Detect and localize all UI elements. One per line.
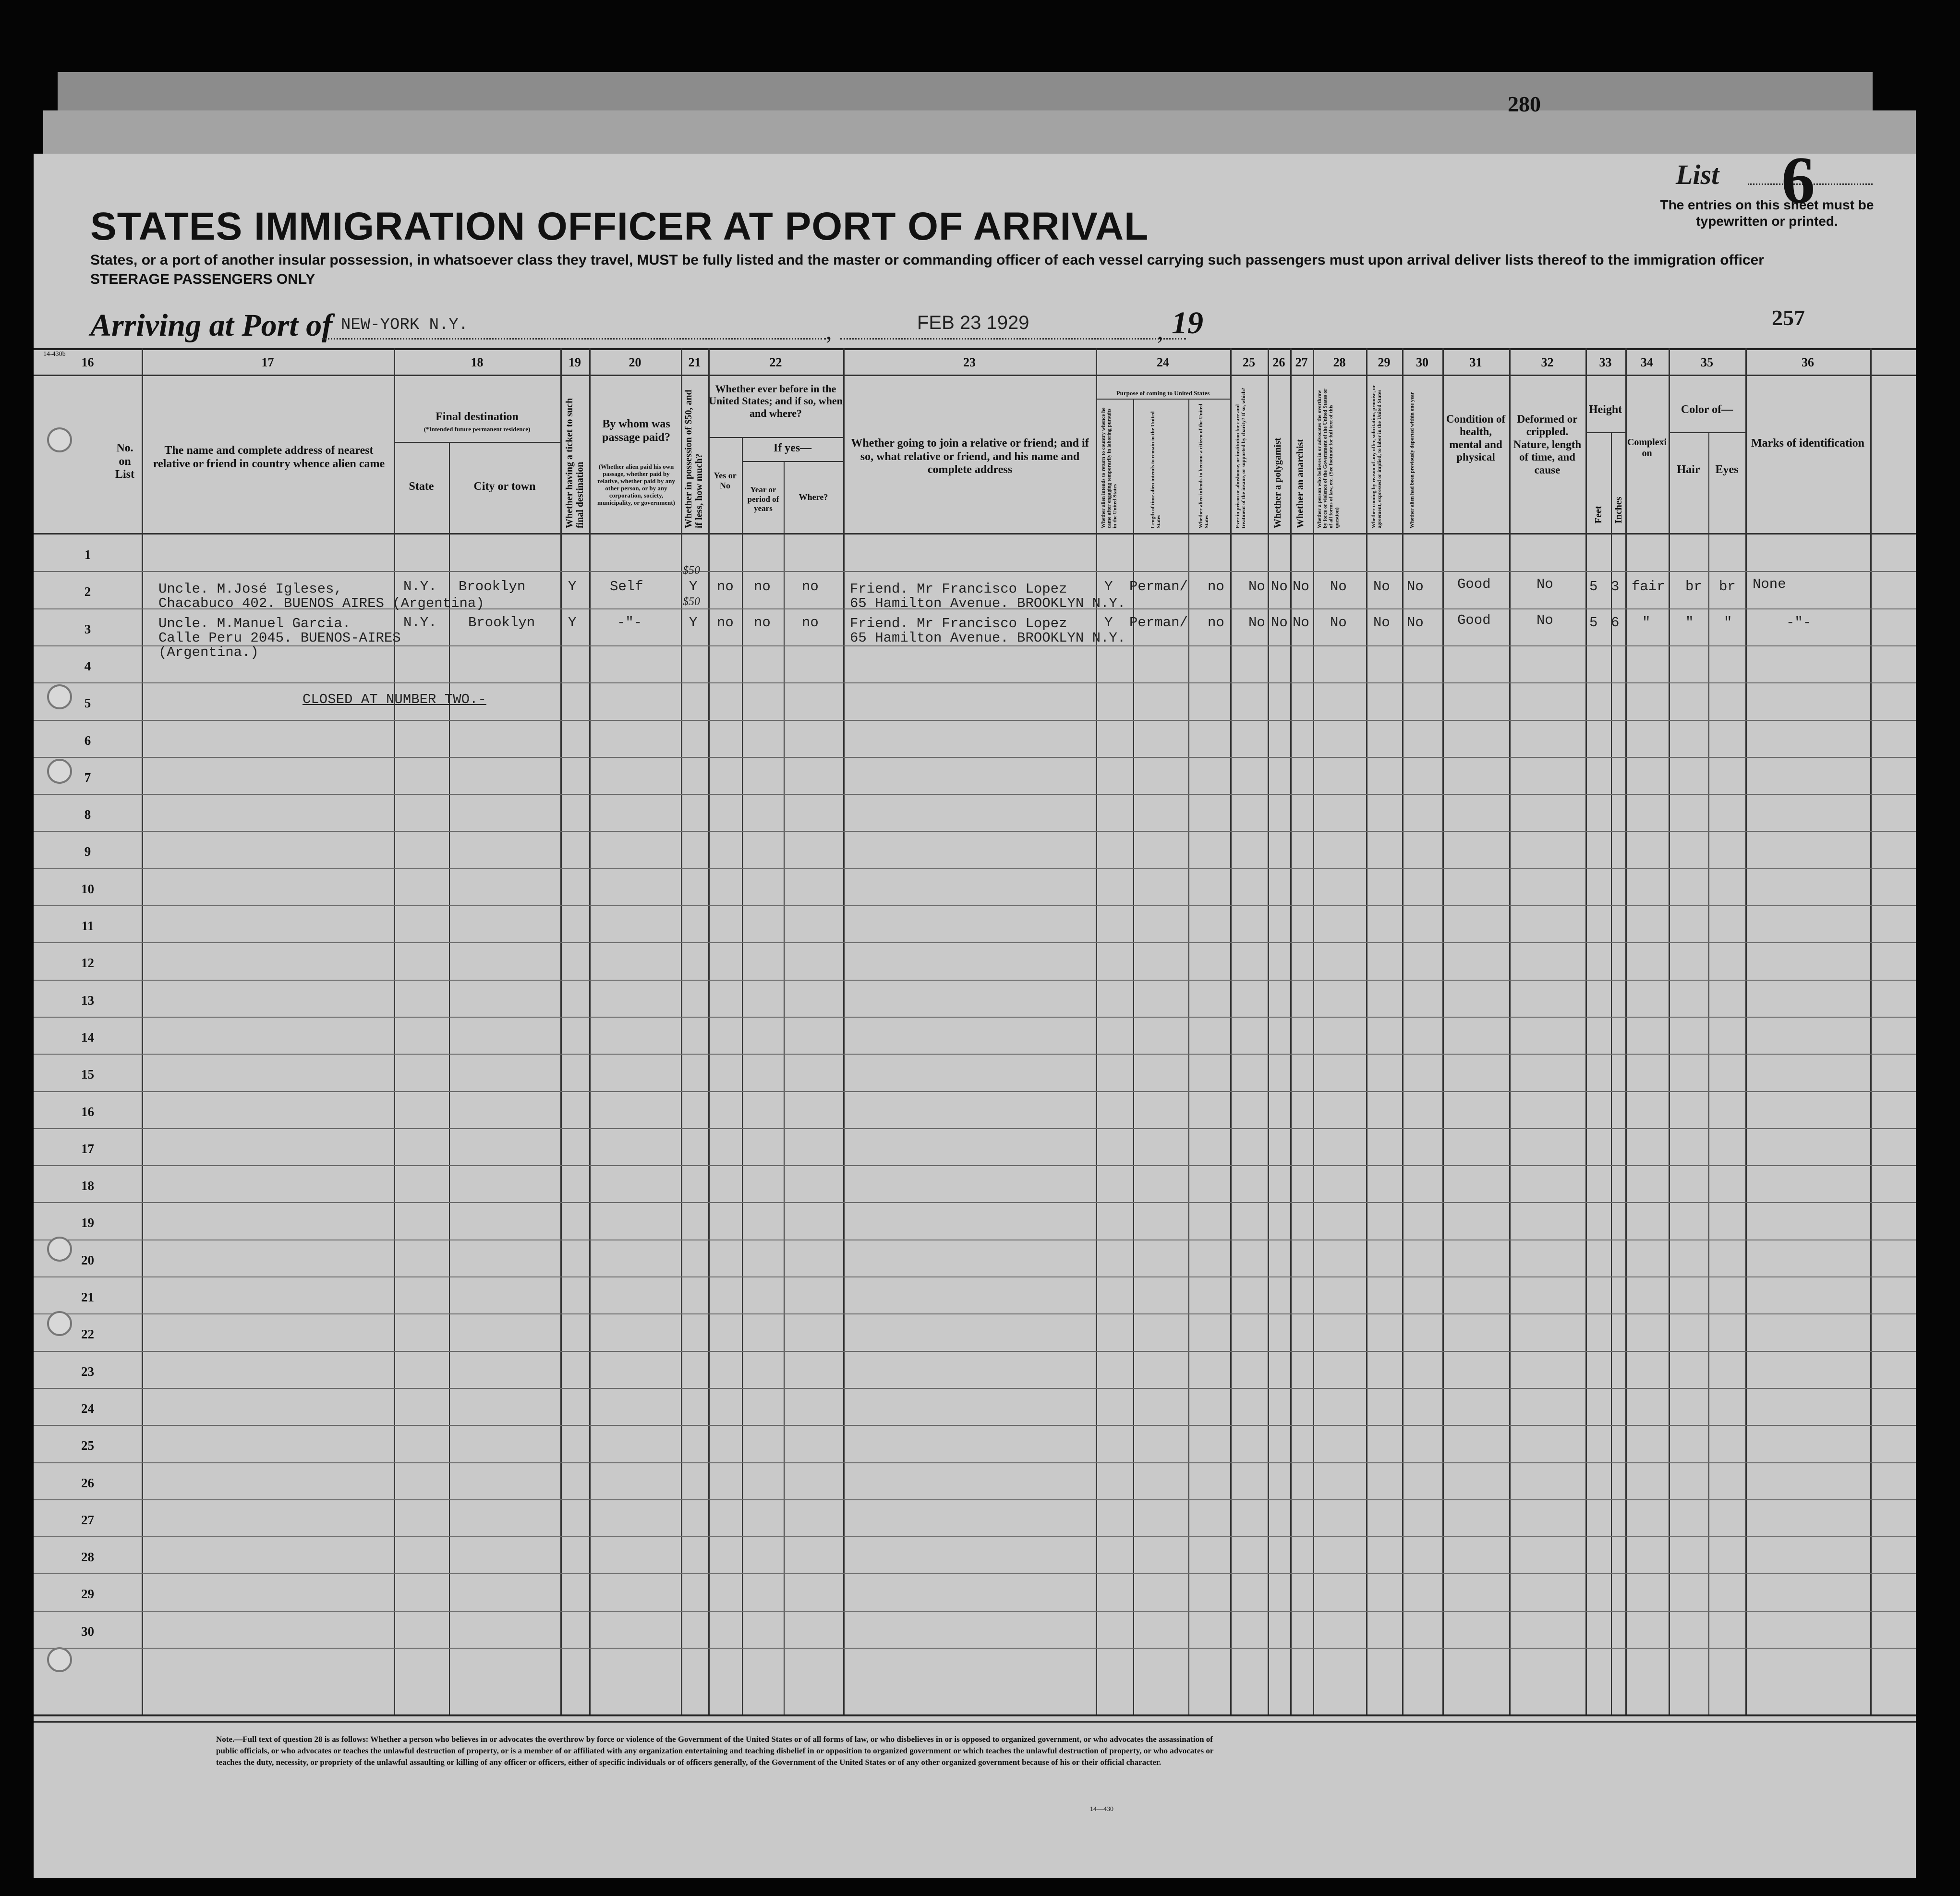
row-number: 15 (81, 1067, 94, 1082)
col-rule-35 (1745, 348, 1747, 1714)
row1-overthrow: No (1330, 579, 1347, 595)
col-rule-18a (449, 442, 450, 1714)
row-number: 25 (81, 1438, 94, 1453)
row1-eyes: br (1719, 579, 1736, 595)
col-rule-29 (1402, 348, 1403, 1714)
footnote-code: 14—430 (1090, 1806, 1113, 1813)
row-rule (34, 571, 1916, 572)
row2-paid-by: -"- (617, 615, 642, 631)
header-32: Deformed or crippled. Nature, length of time, and cause (1513, 413, 1582, 476)
instruction-text: States, or a port of another insular possession, in whatsoever class they travel, MUST be fully listed and the master or commanding officer of each vessel carrying such passengers must upon arrival deliver lists thereof to the immigration officer (90, 252, 1764, 268)
manifest-sheet (34, 143, 1916, 1878)
row2-inches: 6 (1611, 615, 1620, 631)
header-24a: Whether alien intends to return to country whence he came after engaging temporarily in laboring pursuits in the United States (1101, 407, 1118, 528)
row1-anarchist: No (1293, 579, 1309, 595)
colnum-19: 19 (569, 355, 581, 369)
header-19: Whether having a ticket to such final destination (564, 398, 585, 528)
row-rule (34, 868, 1916, 869)
row1-money-top: $50 (683, 564, 700, 577)
row2-offer: No (1373, 615, 1390, 631)
row-rule (34, 1128, 1916, 1129)
colnum-24: 24 (1157, 355, 1169, 369)
top-sheet-number: 280 (1508, 92, 1541, 116)
header-33: Height (1588, 403, 1622, 416)
row-rule (34, 1091, 1916, 1092)
header-22-where: Where? (799, 492, 828, 502)
form-code: 14-430b (43, 351, 66, 358)
header-23: Whether going to join a relative or friend; and if so, what relative or friend, and his name and complete address (851, 437, 1089, 476)
row-rule (34, 1351, 1916, 1352)
col-rule-23 (1096, 348, 1097, 1714)
colnum-17: 17 (261, 355, 274, 369)
header-18-sub: (*Intended future permanent residence) (423, 425, 531, 433)
row1-hair: br (1685, 579, 1702, 595)
header-20: By whom was passage paid? (602, 418, 671, 444)
row2-overthrow: No (1330, 615, 1347, 631)
list-number: 6 (1781, 143, 1815, 218)
colnum-30: 30 (1416, 355, 1428, 369)
row-rule (34, 1054, 1916, 1055)
row-number: 13 (81, 993, 94, 1008)
colnum-22: 22 (769, 355, 782, 369)
date-line (840, 338, 1186, 340)
colnum-18: 18 (471, 355, 484, 369)
row1-return: Y (1104, 579, 1113, 595)
row-rule (34, 682, 1916, 683)
row2-money: Y (689, 615, 698, 631)
row1-before: no (717, 579, 734, 595)
header-22: Whether ever before in the United States; and if so, when and where? (709, 383, 843, 419)
col-rule-19 (589, 348, 591, 1714)
col-rule-25 (1268, 348, 1269, 1714)
column-number-rule (34, 375, 1916, 376)
footnote: Note.—Full text of question 28 is as follows: Whether a person who believes in or advocates the overthrow by force or violence of the Government of the United States or of all forms of law, or who disbelieves in or is opposed to organized government, or who advocates the assassination of public officials, or who advocates or teaches the unlawful destruction of property, or is a member of or affiliated with any organization entertaining and teaching disbelief in or opposition to organized government or which teaches the unlawful destruction of property, or who advocates or teaches the duty, necessity, or propriety of the unlawful assaulting or killing of any officer or officers, either of specific individuals or of officers generally, of the Government of the United States or of any other organized government because of his or their official character. (216, 1735, 1214, 1767)
header-33-feet: Feet (1593, 506, 1604, 523)
rule-35-sub (1669, 432, 1745, 433)
row-rule (34, 1648, 1916, 1649)
col-rule-24 (1230, 348, 1232, 1714)
colnum-28: 28 (1333, 355, 1346, 369)
row2-state: N.Y. (403, 615, 437, 631)
row-number: 6 (84, 733, 91, 748)
row1-health: Good (1457, 576, 1491, 592)
comma-1: , (826, 317, 832, 344)
punch-hole (47, 759, 72, 784)
colnum-16: 16 (81, 355, 94, 369)
col-rule-36 (1870, 348, 1872, 1714)
col-rule-30 (1442, 348, 1444, 1714)
row-number: 18 (81, 1179, 94, 1193)
col-rule-22 (843, 348, 845, 1714)
colnum-20: 20 (629, 355, 641, 369)
header-16: No. on List (115, 442, 134, 481)
col-rule-21 (708, 348, 710, 1714)
row1-ticket: Y (568, 579, 577, 595)
header-27: Whether an anarchist (1295, 439, 1306, 528)
row-rule (34, 1165, 1916, 1166)
row-number: 10 (81, 881, 94, 896)
closed-note: CLOSED AT NUMBER TWO.- (302, 692, 486, 707)
row2-length: Perman/ (1129, 615, 1188, 631)
colnum-34: 34 (1641, 355, 1653, 369)
row-number: 22 (81, 1327, 94, 1342)
row2-relative-3: (Argentina.) (158, 644, 259, 660)
rule-22-sub2 (742, 461, 843, 462)
header-25: Ever in prison or almshouse, or institution for care and treatment of the insane, or supported by charity? If so, which? (1235, 388, 1247, 528)
row-number: 4 (84, 658, 91, 673)
row2-marks: -"- (1786, 615, 1812, 631)
row1-complexion: fair (1632, 579, 1665, 595)
row-number: 11 (81, 919, 94, 933)
row1-citizen: no (1208, 579, 1224, 595)
row-rule (34, 1499, 1916, 1500)
row2-relative-2: Calle Peru 2045. BUENOS-AIRES (158, 630, 401, 646)
row-rule (34, 720, 1916, 721)
colnum-23: 23 (963, 355, 976, 369)
col-rule-18 (560, 348, 562, 1714)
row-number: 30 (81, 1624, 94, 1639)
row-rule (34, 942, 1916, 943)
row2-city: Brooklyn (468, 615, 535, 631)
col-rule-35a (1708, 432, 1709, 1714)
colnum-35: 35 (1701, 355, 1713, 369)
col-rule-34 (1669, 348, 1670, 1714)
row-number: 3 (84, 621, 91, 636)
col-rule-24a (1133, 399, 1134, 1714)
colnum-32: 32 (1541, 355, 1554, 369)
row1-joining-1: Friend. Mr Francisco Lopez (850, 581, 1067, 597)
header-18: Final destination (436, 411, 519, 423)
row2-period: no (754, 615, 771, 631)
header-24: Purpose of coming to United States (1116, 389, 1210, 397)
row1-feet: 5 (1589, 579, 1598, 595)
row2-money-top: $50 (683, 596, 700, 608)
header-31: Condition of health, mental and physical (1446, 413, 1506, 463)
typewritten-note: The entries on this sheet must be typewritten or printed. (1660, 197, 1874, 229)
row-rule (34, 1276, 1916, 1277)
header-20-sub: (Whether alien paid his own passage, whether paid by relative, whether paid by any other person, or by any corporation, society, municipality, or government) (597, 463, 675, 506)
row2-before: no (717, 615, 734, 631)
col-rule-22b (784, 461, 785, 1714)
row-number: 21 (81, 1290, 94, 1304)
comma-2: , (1157, 317, 1163, 344)
row-number: 9 (84, 844, 91, 859)
row2-where: no (802, 615, 819, 631)
row2-joining-2: 65 Hamilton Avenue. BROOKLYN N.Y. (850, 630, 1126, 646)
row-number: 5 (84, 696, 91, 711)
row1-state: N.Y. (403, 579, 437, 595)
header-18-state: State (409, 480, 434, 493)
col-rule-31 (1509, 348, 1511, 1714)
page-number: 257 (1772, 305, 1805, 330)
rule-22-sub (708, 437, 843, 438)
colnum-25: 25 (1243, 355, 1255, 369)
col-rule-22a (742, 437, 743, 1714)
header-24c: Whether alien intends to become a citizen of the United States (1198, 403, 1210, 528)
colnum-26: 26 (1272, 355, 1285, 369)
punch-hole (47, 684, 72, 709)
row2-polygamist: No (1271, 615, 1288, 631)
colnum-21: 21 (688, 355, 701, 369)
header-35-hair: Hair (1677, 463, 1700, 476)
row-rule (34, 905, 1916, 906)
port-value: NEW-YORK N.Y. (341, 316, 469, 334)
header-24b: Length of time alien intends to remain in the United States (1150, 411, 1162, 528)
header-35: Color of— (1681, 403, 1733, 416)
row2-deported: No (1407, 615, 1424, 631)
row-rule (34, 1462, 1916, 1463)
colnum-27: 27 (1295, 355, 1308, 369)
row-number: 17 (81, 1141, 94, 1156)
date-stamp: FEB 23 1929 (917, 312, 1029, 333)
row1-city: Brooklyn (459, 579, 526, 595)
rule-24-sub (1096, 399, 1230, 400)
row1-where: no (802, 579, 819, 595)
row1-polygamist: No (1271, 579, 1288, 595)
row2-citizen: no (1208, 615, 1224, 631)
col-rule-26 (1290, 348, 1292, 1714)
row-number: 28 (81, 1550, 94, 1565)
list-label: List (1676, 159, 1719, 190)
row-number: 7 (84, 770, 91, 785)
col-rule-33 (1625, 348, 1627, 1714)
row-number: 8 (84, 807, 91, 822)
row2-ticket: Y (568, 615, 577, 631)
punch-hole (47, 427, 72, 452)
table-top-border (34, 348, 1916, 350)
colnum-29: 29 (1378, 355, 1391, 369)
year-prefix: 19 (1172, 305, 1203, 340)
header-36: Marks of identification (1751, 437, 1864, 450)
row1-offer: No (1373, 579, 1390, 595)
row-number: 19 (81, 1215, 94, 1230)
row-number: 27 (81, 1512, 94, 1527)
row2-eyes: " (1724, 615, 1732, 631)
row2-return: Y (1104, 615, 1113, 631)
col-rule-32 (1585, 348, 1587, 1714)
rule-18-sub (394, 442, 560, 443)
row-number: 23 (81, 1364, 94, 1379)
header-22-period: Year or period of years (747, 485, 779, 513)
row2-deformed: No (1537, 612, 1553, 628)
colnum-31: 31 (1469, 355, 1482, 369)
row-number: 2 (84, 584, 91, 599)
row1-deported: No (1407, 579, 1424, 595)
col-rule-24b (1188, 399, 1189, 1714)
row1-relative-1: Uncle. M.José Igleses, (158, 581, 342, 597)
row-number: 20 (81, 1252, 94, 1267)
header-17: The name and complete address of nearest relative or friend in country whence alien came (153, 444, 385, 470)
header-18-city: City or town (473, 480, 536, 493)
row-rule (34, 980, 1916, 981)
row1-marks: None (1753, 576, 1786, 592)
row-rule (34, 794, 1916, 795)
port-line (322, 338, 826, 340)
row-number: 24 (81, 1401, 94, 1416)
header-26: Whether a polygamist (1272, 438, 1283, 528)
row1-prison: No (1248, 579, 1265, 595)
row-rule (34, 757, 1916, 758)
header-34: Complexion (1627, 437, 1667, 459)
colnum-36: 36 (1802, 355, 1814, 369)
header-29: Whether coming by reason of any offer, solicitation, promise, or agreement, expressed or implied, to labor in the United States (1371, 385, 1383, 528)
rule-33-sub (1585, 432, 1625, 433)
row-rule (34, 1611, 1916, 1612)
row-number: 16 (81, 1104, 94, 1119)
col-rule-27 (1313, 348, 1314, 1714)
header-21: Whether in possession of $50, and if less, how much? (683, 389, 704, 528)
row2-hair: " (1685, 615, 1694, 631)
header-33-inches: Inches (1613, 497, 1624, 523)
col-rule-17 (394, 348, 395, 1714)
row-rule (34, 1202, 1916, 1203)
row2-complexion: " (1642, 615, 1651, 631)
row1-deformed: No (1537, 576, 1553, 592)
row1-joining-2: 65 Hamilton Avenue. BROOKLYN N.Y. (850, 596, 1126, 611)
row2-feet: 5 (1589, 615, 1598, 631)
page-title: STATES IMMIGRATION OFFICER AT PORT OF ARRIVAL (90, 205, 1149, 248)
header-28: Whether a person who believes in or advocates the overthrow by force or violence of the Government of the United States or of all forms of law, etc. (See footnote for full text of this question) (1317, 389, 1340, 528)
row-rule (34, 831, 1916, 832)
row-rule (34, 1425, 1916, 1426)
row-rule (34, 1388, 1916, 1389)
steerage-label: STEERAGE PASSENGERS ONLY (90, 271, 315, 287)
header-bottom-rule (34, 533, 1916, 535)
row1-length: Perman/ (1129, 579, 1188, 595)
header-35-eyes: Eyes (1715, 463, 1739, 476)
row-rule (34, 1573, 1916, 1574)
row1-money: Y (689, 579, 698, 595)
table-bottom-rule-2 (34, 1721, 1916, 1723)
row-rule (34, 1536, 1916, 1537)
row1-period: no (754, 579, 771, 595)
row-rule (34, 1017, 1916, 1018)
row-number: 12 (81, 956, 94, 971)
colnum-33: 33 (1599, 355, 1612, 369)
header-22-yes-no: Yes or No (714, 471, 737, 490)
row1-relative-2: Chacabuco 402. BUENOS AIRES (Argentina) (158, 596, 484, 611)
row-number: 26 (81, 1475, 94, 1490)
header-22-if-yes: If yes— (773, 442, 812, 454)
col-rule-16 (142, 348, 143, 1714)
punch-hole (47, 1647, 72, 1672)
row-number: 1 (84, 547, 91, 562)
row-number: 14 (81, 1030, 94, 1045)
punch-hole (47, 1237, 72, 1262)
row2-prison: No (1248, 615, 1265, 631)
col-rule-20 (681, 348, 682, 1714)
row-number: 29 (81, 1587, 94, 1602)
row2-health: Good (1457, 612, 1491, 628)
row1-inches: 3 (1611, 579, 1620, 595)
row2-relative-1: Uncle. M.Manuel Garcia. (158, 616, 351, 632)
row2-joining-1: Friend. Mr Francisco Lopez (850, 616, 1067, 632)
row-rule (34, 1313, 1916, 1314)
col-rule-28 (1366, 348, 1367, 1714)
arriving-label: Arriving at Port of (90, 308, 333, 343)
table-bottom-rule (34, 1714, 1916, 1716)
row2-anarchist: No (1293, 615, 1309, 631)
punch-hole (47, 1311, 72, 1336)
row1-paid-by: Self (610, 579, 643, 595)
header-30: Whether alien had been previously deported within one year (1409, 392, 1415, 528)
